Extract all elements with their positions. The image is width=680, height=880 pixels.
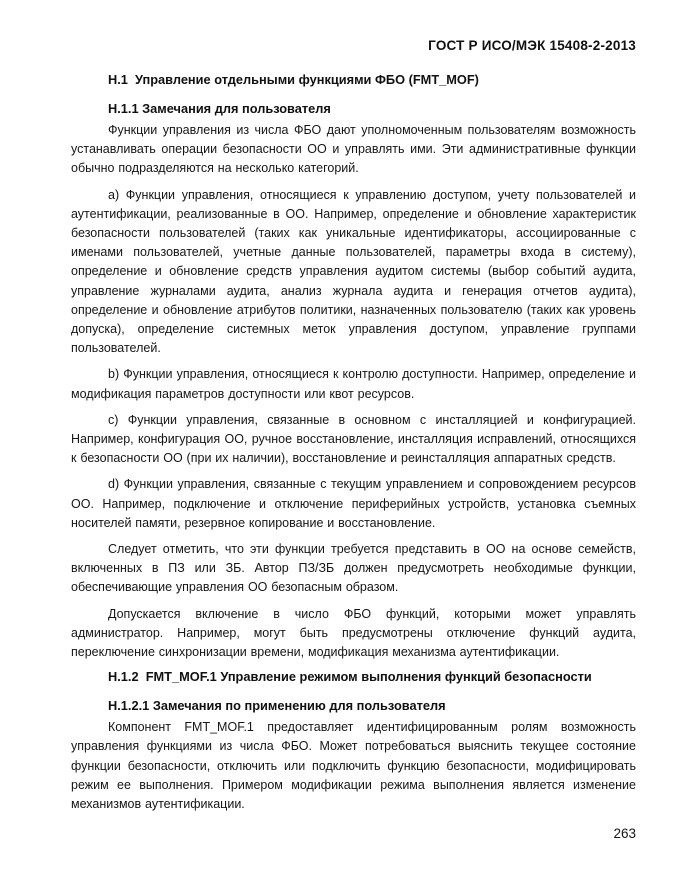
standard-designation-header: ГОСТ Р ИСО/МЭК 15408-2-2013 xyxy=(428,38,636,53)
section-heading-h12: Н.1.2 FMT_MOF.1 Управление режимом выполнения функций безопасности xyxy=(108,669,592,685)
paragraph-item-c: c) Функции управления, связанные в основном с инсталляцией и конфигурацией. Например, конфигурация ОО, ручное восстановление, инсталляция исправлений, относящихся к безопасности ОО (при их наличии), восстановление и реинсталляция аппаратных средств. xyxy=(71,412,636,466)
paragraph-item-b: b) Функции управления, относящиеся к контролю доступности. Например, определение и модификация параметров доступности или квот ресурсов. xyxy=(71,367,636,401)
paragraph-fmt-mof1: Компонент FMT_MOF.1 предоставляет идентифицированным ролям возможность управления функциями из числа ФБО. Может потребоваться выяснить текущее состояние функции безопасности, отключить или подключить функцию безопасности, модифицировать режим ее выполнения. Примером модификации режима выполнения является изменение механизмов аутентификации. xyxy=(71,720,636,812)
section-heading-h1: Н.1 Управление отдельными функциями ФБО (FMT_MOF) xyxy=(108,72,479,87)
paragraph-admin-functions: Допускается включение в число ФБО функций, которыми может управлять администратор. Например, могут быть предусмотрены отключение функций аудита, переключение синхронизации времени, модификация механизма аутентификации. xyxy=(71,606,636,660)
subsection-heading-h11: Н.1.1 Замечания для пользователя xyxy=(108,101,331,116)
paragraph-intro: Функции управления из числа ФБО дают уполномоченным пользователям возможность устанавливать операции безопасности ОО и управлять ими. Эти административные функции обычно подразделяются на несколько категорий. xyxy=(71,123,636,176)
paragraph-item-d: d) Функции управления, связанные с текущим управлением и сопровождением ресурсов ОО. Например, подключение и отключение периферийных устройств, установка съемных носителей памяти, резервное копирование и восстановление. xyxy=(71,477,636,530)
page-content xyxy=(71,72,636,821)
subsection-heading-h121: Н.1.2.1 Замечания по применению для пользователя xyxy=(108,698,446,714)
paragraph-item-a: a) Функции управления, относящиеся к управлению доступом, учету пользователей и аутентификации, реализованные в ОО. Например, определение и обновление характеристик безопасности пользователей (таких как уникальные идентификаторы, ассоциированные с именами пользователей, учетные данные пользователей, параметры входа в систему), определение и обновление средств управления аудитом системы (выбор событий аудита, управление журналами аудита, анализ журнала аудита и генерация отчетов аудита), определение и обновление атрибутов политики, назначенных пользователю (таких как уровень допуска), определение системных меток управления доступом, управление группами пользователей. xyxy=(71,187,636,356)
page-number: 263 xyxy=(613,826,636,841)
paragraph-note-families: Следует отметить, что эти функции требуется представить в ОО на основе семейств, включенных в ПЗ или ЗБ. Автор ПЗ/ЗБ должен предусмотреть необходимые функции, обеспечивающие управления ОО безопасным образом. xyxy=(71,542,636,595)
